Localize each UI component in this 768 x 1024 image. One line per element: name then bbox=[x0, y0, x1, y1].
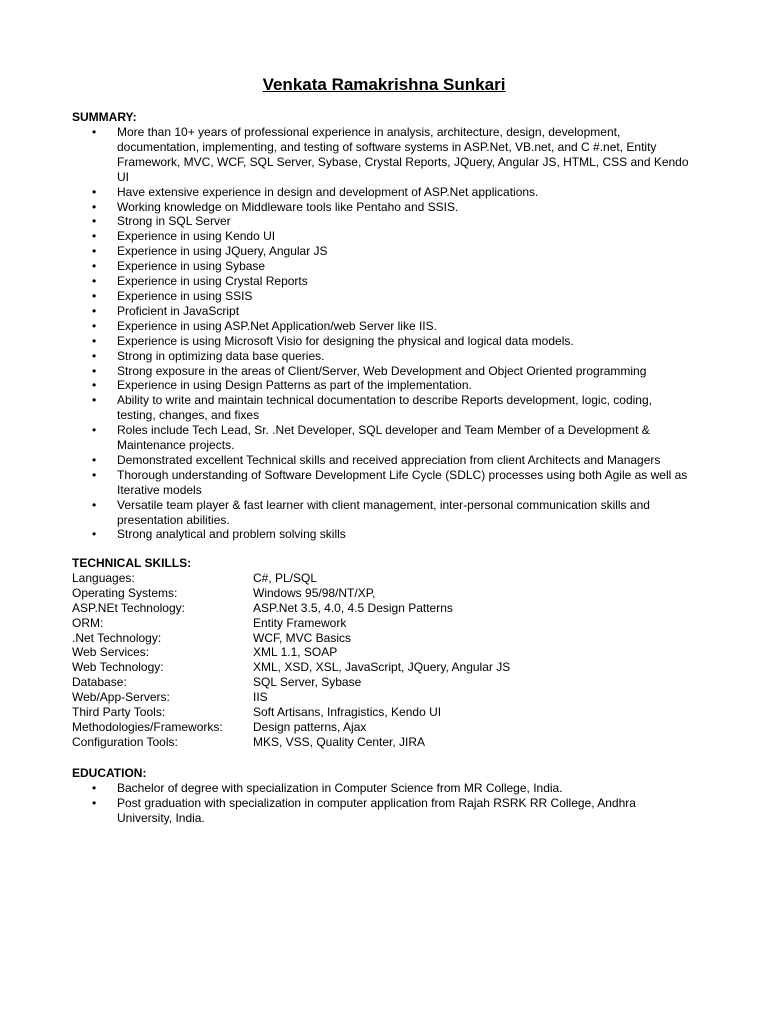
summary-item: • Strong exposure in the areas of Client/Server, Web Development and Object Oriented programming bbox=[92, 363, 647, 378]
education-list bbox=[72, 781, 692, 826]
skill-value: WCF, MVC Basics bbox=[253, 630, 352, 645]
bullet-icon: • bbox=[92, 393, 97, 408]
skill-label: ORM: bbox=[72, 615, 104, 630]
summary-item: • Versatile team player & fast learner with client management, inter-personal communication skills and presentation abilities. bbox=[92, 497, 650, 527]
bullet-icon: • bbox=[92, 288, 97, 303]
bullet-icon: • bbox=[92, 527, 97, 542]
skill-row bbox=[72, 571, 510, 586]
bullet-icon: • bbox=[92, 378, 97, 393]
summary-list bbox=[72, 125, 692, 542]
summary-item: • Strong analytical and problem solving skills bbox=[92, 527, 346, 542]
summary-item: • Experience in using JQuery, Angular JS bbox=[92, 244, 328, 259]
summary-item: • Demonstrated excellent Technical skills and received appreciation from client Architects and Managers bbox=[92, 452, 661, 467]
summary-item: • Proficient in JavaScript bbox=[92, 303, 240, 318]
summary-item: • Experience in using Sybase bbox=[92, 259, 266, 274]
skill-label: Web Services: bbox=[72, 645, 150, 660]
summary-item: • Experience in using SSIS bbox=[92, 288, 253, 303]
skill-row bbox=[72, 705, 510, 720]
summary-item: • Working knowledge on Middleware tools like Pentaho and SSIS. bbox=[92, 199, 459, 214]
skill-label: Methodologies/Frameworks: bbox=[72, 719, 223, 734]
skill-row bbox=[72, 660, 510, 675]
skill-value: IIS bbox=[253, 690, 268, 705]
skill-label: Database: bbox=[72, 675, 127, 690]
skill-row bbox=[72, 616, 510, 631]
skill-value: MKS, VSS, Quality Center, JIRA bbox=[253, 734, 426, 749]
bullet-icon: • bbox=[92, 274, 97, 289]
summary-item: • Strong in optimizing data base queries. bbox=[92, 348, 325, 363]
summary-item: • Experience in using Design Patterns as part of the implementation. bbox=[92, 378, 472, 393]
summary-item: • More than 10+ years of professional experience in analysis, architecture, design, development, documentation, implementing, and testing of software systems in ASP.Net, VB.net, and C #.net, Entity Framework, MVC, WCF, SQL Server, Sybase, Crystal Reports, JQuery, Angular JS, HTML, CSS and Kendo UI bbox=[92, 125, 689, 184]
candidate-name: Venkata Ramakrishna Sunkari bbox=[262, 75, 506, 94]
skill-value: Windows 95/98/NT/XP, bbox=[253, 585, 376, 600]
bullet-icon: • bbox=[92, 781, 97, 795]
bullet-icon: • bbox=[92, 303, 97, 318]
bullet-icon: • bbox=[92, 795, 97, 810]
skill-label: ASP.NEt Technology: bbox=[72, 600, 185, 615]
bullet-icon: • bbox=[92, 333, 97, 348]
technical-skills-heading: TECHNICAL SKILLS: bbox=[72, 556, 192, 570]
bullet-icon: • bbox=[92, 348, 97, 363]
bullet-icon: • bbox=[92, 423, 97, 438]
skill-label: Web Technology: bbox=[72, 660, 164, 675]
skill-row bbox=[72, 675, 510, 690]
skill-row bbox=[72, 631, 510, 646]
summary-item: • Experience in using Crystal Reports bbox=[92, 274, 308, 289]
skill-value: Design patterns, Ajax bbox=[253, 719, 367, 734]
skill-row bbox=[72, 720, 510, 735]
bullet-icon: • bbox=[92, 318, 97, 333]
education-heading: EDUCATION: bbox=[72, 766, 147, 780]
bullet-icon: • bbox=[92, 467, 97, 482]
bullet-icon: • bbox=[92, 244, 97, 259]
education-item: • Post graduation with specialization in computer application from Rajah RSRK RR College, Andhra University, India. bbox=[92, 795, 636, 825]
summary-item: • Thorough understanding of Software Development Life Cycle (SDLC) processes using both Agile as well as Iterative models bbox=[92, 467, 688, 497]
skill-value: XML, XSD, XSL, JavaScript, JQuery, Angular JS bbox=[253, 660, 511, 675]
bullet-icon: • bbox=[92, 125, 97, 139]
summary-item: • Experience in using ASP.Net Application/web Server like IIS. bbox=[92, 318, 437, 333]
skill-value: XML 1.1, SOAP bbox=[253, 645, 338, 660]
summary-item: • Roles include Tech Lead, Sr. .Net Developer, SQL developer and Team Member of a Development & Maintenance projects. bbox=[92, 423, 650, 453]
skill-row bbox=[72, 645, 510, 660]
summary-item: • Experience is using Microsoft Visio for designing the physical and logical data models. bbox=[92, 333, 574, 348]
skill-value: Entity Framework bbox=[253, 615, 347, 630]
skill-label: .Net Technology: bbox=[72, 630, 162, 645]
skill-label: Web/App-Servers: bbox=[72, 690, 170, 705]
skill-value: Soft Artisans, Infragistics, Kendo UI bbox=[253, 705, 442, 720]
bullet-icon: • bbox=[92, 199, 97, 214]
skill-row bbox=[72, 586, 510, 601]
summary-item: • Strong in SQL Server bbox=[92, 214, 231, 229]
bullet-icon: • bbox=[92, 184, 97, 199]
bullet-icon: • bbox=[92, 214, 97, 229]
skill-label: Configuration Tools: bbox=[72, 734, 178, 749]
skill-value: ASP.Net 3.5, 4.0, 4.5 Design Patterns bbox=[253, 600, 453, 615]
skill-label: Operating Systems: bbox=[72, 585, 178, 600]
skill-row bbox=[72, 601, 510, 616]
technical-skills-table bbox=[72, 571, 510, 750]
summary-item: • Have extensive experience in design and development of ASP.Net applications. bbox=[92, 184, 539, 199]
bullet-icon: • bbox=[92, 259, 97, 274]
bullet-icon: • bbox=[92, 229, 97, 244]
bullet-icon: • bbox=[92, 363, 97, 378]
skill-value: SQL Server, Sybase bbox=[253, 675, 362, 690]
skill-value: C#, PL/SQL bbox=[253, 571, 318, 585]
bullet-icon: • bbox=[92, 497, 97, 512]
skill-row bbox=[72, 690, 510, 705]
summary-item: • Experience in using Kendo UI bbox=[92, 229, 276, 244]
skill-label: Languages: bbox=[72, 571, 135, 585]
skill-label: Third Party Tools: bbox=[72, 705, 166, 720]
education-item: • Bachelor of degree with specialization in Computer Science from MR College, India. bbox=[92, 781, 563, 795]
bullet-icon: • bbox=[92, 452, 97, 467]
skill-row bbox=[72, 735, 510, 750]
summary-heading: SUMMARY: bbox=[72, 110, 137, 124]
summary-item: • Ability to write and maintain technical documentation to describe Reports development, logic, coding, testing, changes, and fixes bbox=[92, 393, 652, 423]
